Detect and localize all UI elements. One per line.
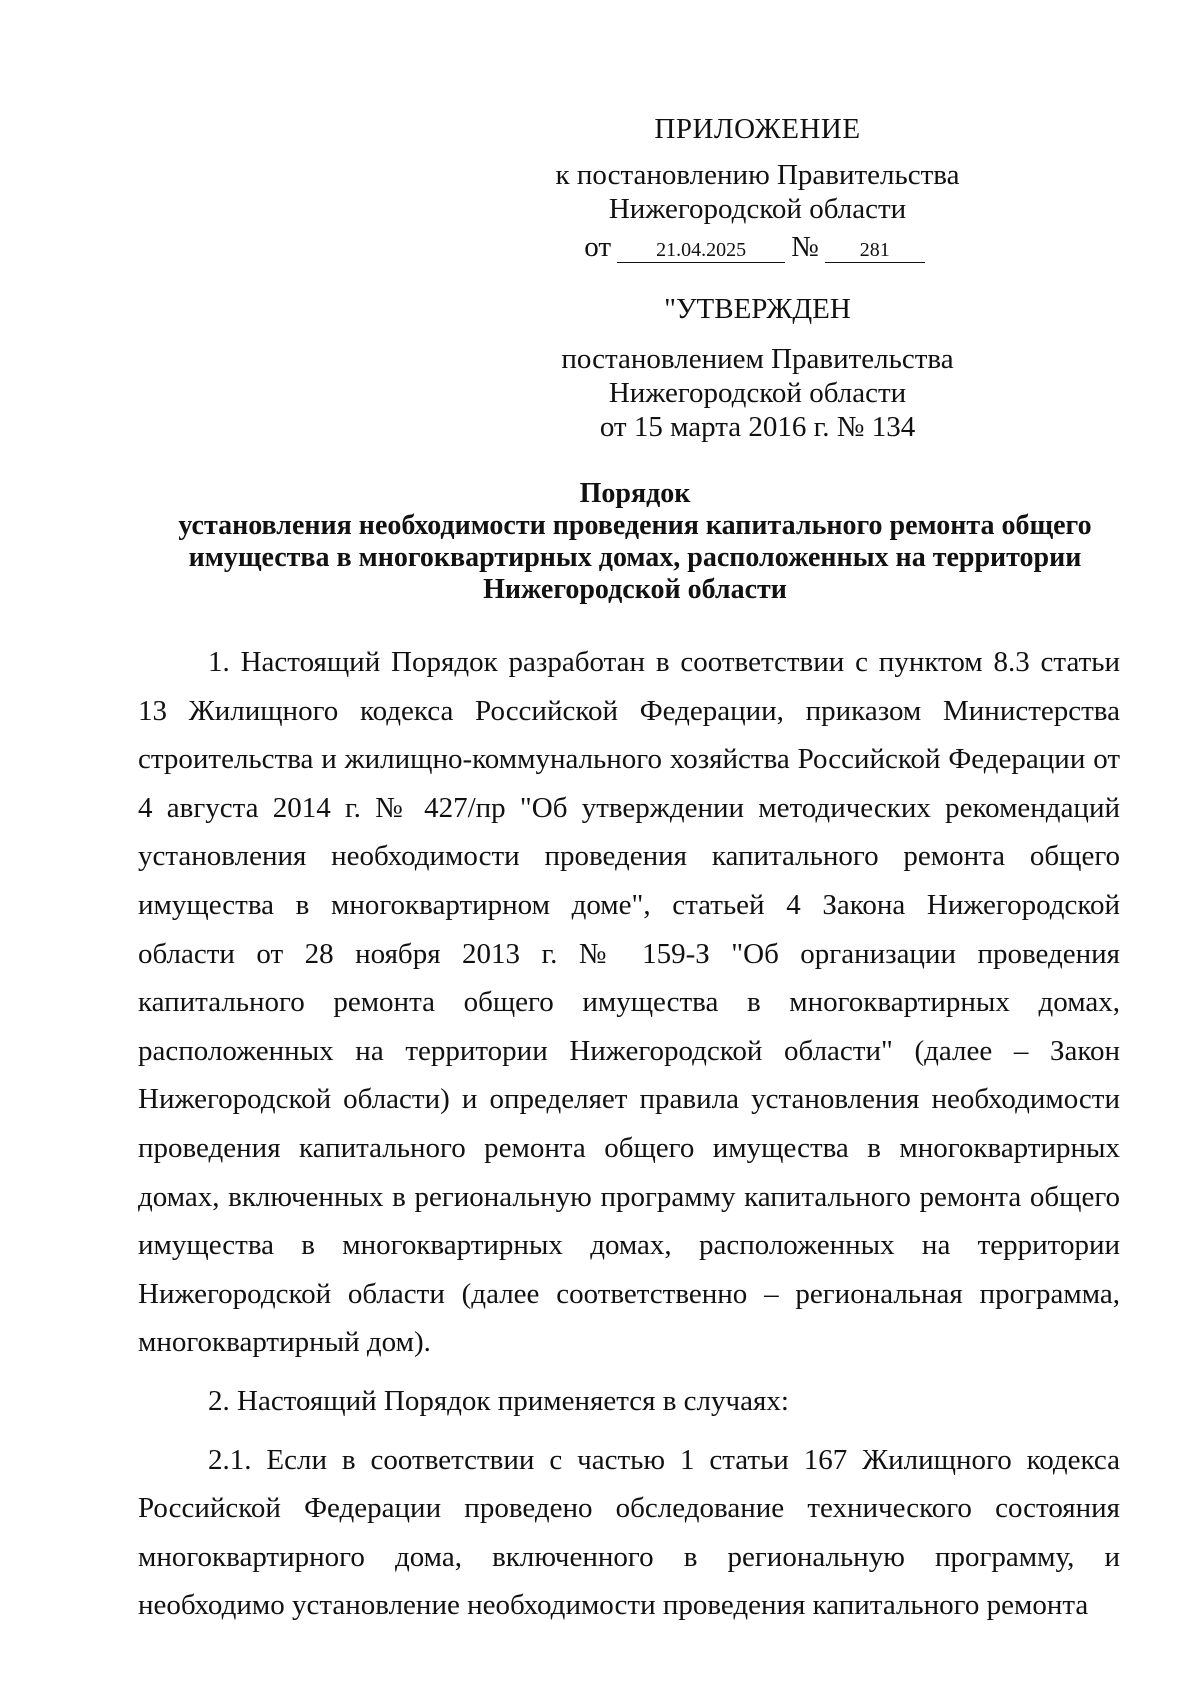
number-label: № bbox=[791, 231, 819, 263]
from-label: от bbox=[584, 231, 612, 263]
title-line-1: Порядок bbox=[579, 478, 691, 509]
approved-caption: "УТВЕРЖДЕН bbox=[664, 293, 851, 325]
title-line-4: Нижегородской области bbox=[483, 574, 787, 605]
approved-block bbox=[505, 292, 1010, 444]
appendix-caption: ПРИЛОЖЕНИЕ bbox=[654, 113, 861, 145]
approved-line-1: постановлением Правительства bbox=[561, 343, 954, 375]
appendix-header bbox=[505, 112, 1010, 264]
document-title bbox=[150, 478, 1120, 606]
paragraph-2-1: 2.1. Если в соответствии с частью 1 статьи 167 Жилищного кодекса Российской Федерации проведено обследование технического состояния многоквартирного дома, включенного в региональную программу, и необходимо установление необходимости проведения капитального ремонта bbox=[138, 1443, 1120, 1622]
title-line-2: установления необходимости проведения капитального ремонта общего bbox=[178, 510, 1092, 541]
appendix-line-1: к постановлению Правительства bbox=[555, 159, 960, 191]
decree-date: 21.04.2025 bbox=[617, 238, 785, 263]
decree-number: 281 bbox=[825, 238, 925, 263]
paragraph-1: 1. Настоящий Порядок разработан в соответствии с пунктом 8.3 статьи 13 Жилищного кодекса Российской Федерации, приказом Министерства строительства и жилищно-коммунального хозяйства Российской Федерации от 4 августа 2014 г. № 427/пр "Об утверждении методических рекомендаций установления необходимости проведения капитального ремонта общего имущества в многоквартирном доме", статьей 4 Закона Нижегородской области от 28 ноября 2013 г. № 159-З "Об организации проведения капитального ремонта общего имущества в многоквартирных домах, расположенных на территории Нижегородской области" (далее – Закон Нижегородской области) и определяет правила установления необходимости проведения капитального ремонта общего имущества в многоквартирных домах, включенных в региональную программу капитального ремонта общего имущества в многоквартирных домах, расположенных на территории Нижегородской области (далее соответственно – региональная программа, многоквартирный дом). bbox=[138, 646, 1120, 1359]
appendix-line-2: Нижегородской области bbox=[608, 193, 907, 225]
approved-line-2: Нижегородской области bbox=[608, 377, 907, 409]
document-body bbox=[138, 638, 1120, 1630]
paragraph-2: 2. Настоящий Порядок применяется в случаях: bbox=[208, 1384, 789, 1417]
approved-line-3: от 15 марта 2016 г. № 134 bbox=[599, 411, 916, 443]
appendix-date-line bbox=[505, 230, 1010, 264]
title-line-3: имущества в многоквартирных домах, расположенных на территории bbox=[188, 542, 1082, 573]
